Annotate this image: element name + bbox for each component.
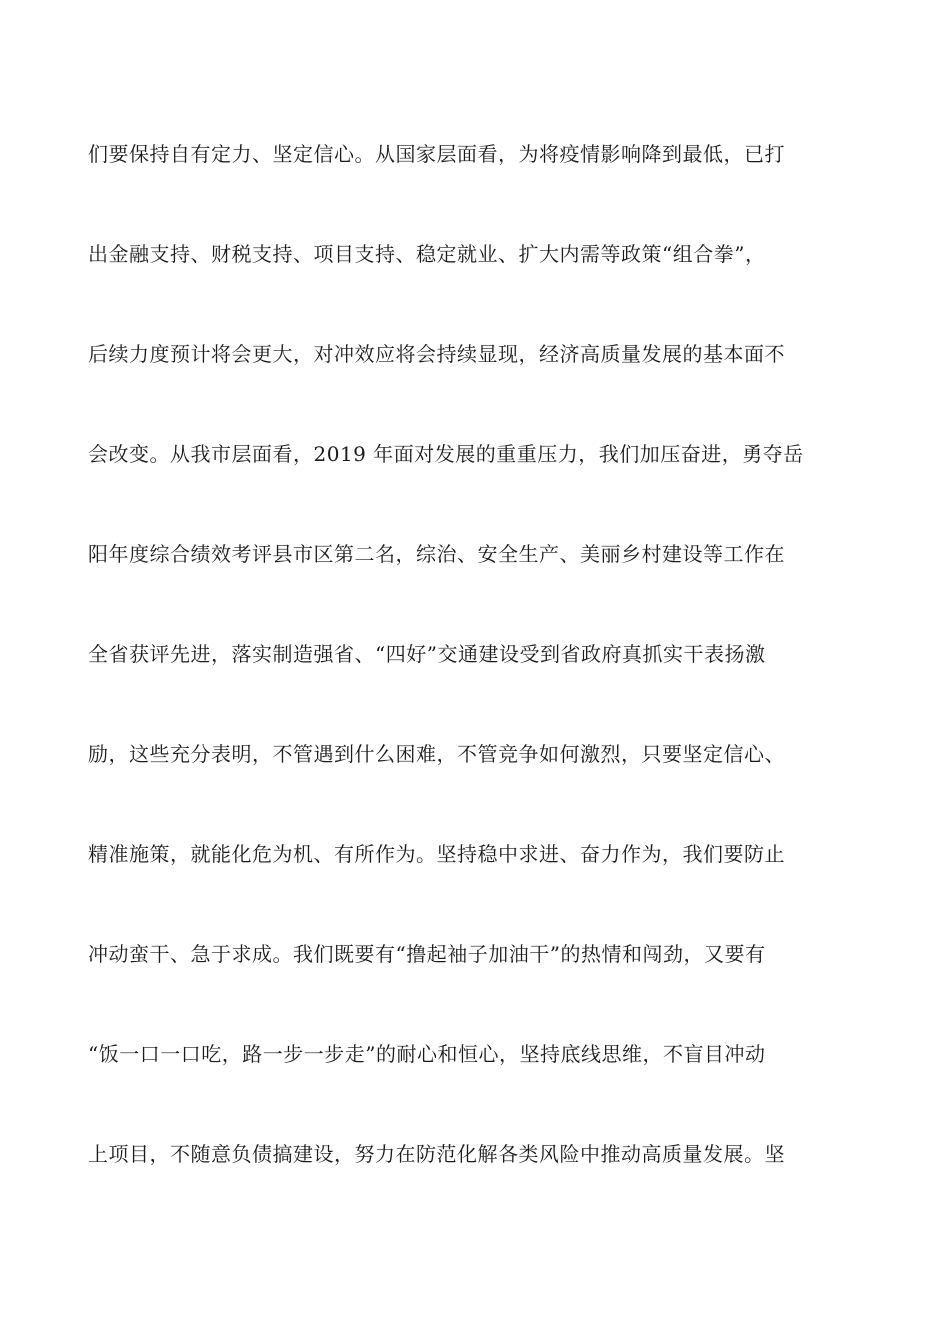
text-line: 会改变。从我市层面看，2019 年面对发展的重重压力，我们加压奋进，勇夺岳 (88, 442, 804, 466)
body-text (88, 131, 868, 1231)
text-line: 全省获评先进，落实制造强省、“四好”交通建设受到省政府真抓实干表扬激 (88, 642, 766, 666)
text-line: 上项目，不随意负债搞建设，努力在防范化解各类风险中推动高质量发展。坚 (88, 1142, 785, 1166)
text-line: 后续力度预计将会更大，对冲效应将会持续显现，经济高质量发展的基本面不 (88, 342, 785, 366)
text-line: 阳年度综合绩效考评县市区第二名，综治、安全生产、美丽乡村建设等工作在 (88, 542, 785, 566)
text-line: 励，这些充分表明，不管遇到什么困难，不管竞争如何激烈，只要坚定信心、 (88, 742, 785, 766)
text-line: 们要保持自有定力、坚定信心。从国家层面看，为将疫情影响降到最低，已打 (88, 142, 785, 166)
text-line: “饭一口一口吃，路一步一步走”的耐心和恒心，坚持底线思维，不盲目冲动 (88, 1042, 766, 1066)
text-line: 冲动蛮干、急于求成。我们既要有“撸起袖子加油干”的热情和闯劲，又要有 (88, 942, 766, 966)
text-line: 精准施策，就能化危为机、有所作为。坚持稳中求进、奋力作为，我们要防止 (88, 842, 785, 866)
text-line: 出金融支持、财税支持、项目支持、稳定就业、扩大内需等政策“组合拳”， (88, 242, 766, 266)
